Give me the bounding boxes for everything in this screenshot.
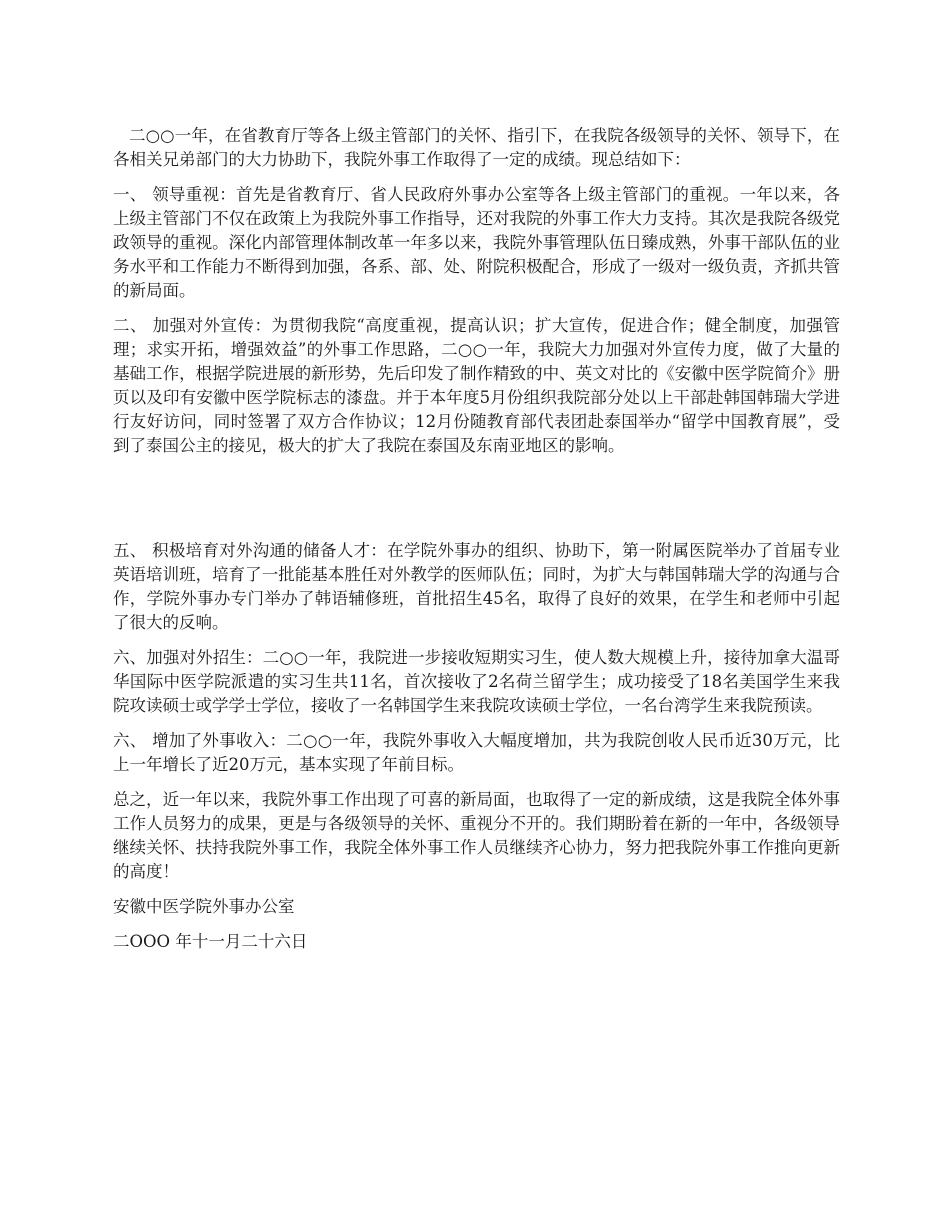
date-line: 二OOO 年十一月二十六日: [113, 932, 308, 951]
section-leadership-paragraph: 一、 领导重视：首先是省教育厅、省人民政府外事办公室等各上级主管部门的重视。一年以来，各上级主管部门不仅在政策上为我院外事工作指导，还对我院的外事工作大力支持。其次是我院各级党政领导的重视。深化内部管理体制改革一年多以来，我院外事管理队伍日臻成熟，外事干部队伍的业务水平和工作能力不断得到加强，各系、部、处、附院积极配合，形成了一级对一级负责，齐抓共管的新局面。: [113, 185, 840, 300]
section-income-paragraph: 六、 增加了外事收入：二○○一年，我院外事收入大幅度增加，共为我院创收人民币近30万元，比上一年增长了近20万元，基本实现了年前目标。: [113, 731, 840, 774]
section-publicity-paragraph: 二、 加强对外宣传：为贯彻我院“高度重视，提高认识；扩大宣传，促进合作；健全制度，加强管理；求实开拓，增强效益”的外事工作思路，二○○一年，我院大力加强对外宣传力度，做了大量的基础工作，根据学院进展的新形势，先后印发了制作精致的中、英文对比的《安徽中医学院简介》册页以及印有安徽中医学院标志的漆盘。并于本年度5月份组织我院部分处以上干部赴韩国韩瑞大学进行友好访问，同时签署了双方合作协议；12月份随教育部代表团赴泰国举办“留学中国教育展”，受到了泰国公主的接见，极大的扩大了我院在泰国及东南亚地区的影响。: [113, 316, 840, 455]
blank-gap: [113, 469, 840, 539]
section-enrollment-paragraph: 六、加强对外招生：二○○一年，我院进一步接收短期实习生，使人数大规模上升，接待加拿大温哥华国际中医学院派遣的实习生共11名，首次接收了2名荷兰留学生；成功接受了18名美国学生来我院攻读硕士或学学士学位，接收了一名韩国学生来我院攻读硕士学位，一名台湾学生来我院预读。: [113, 648, 840, 715]
signature-line: 安徽中医学院外事办公室: [113, 897, 295, 916]
document-body: [113, 124, 840, 965]
intro-paragraph: 二○○一年，在省教育厅等各上级主管部门的关怀、指引下，在我院各级领导的关怀、领导下，在各相关兄弟部门的大力协助下，我院外事工作取得了一定的成绩。现总结如下：: [113, 126, 840, 169]
conclusion-paragraph: 总之，近一年以来，我院外事工作出现了可喜的新局面，也取得了一定的新成绩，这是我院全体外事工作人员努力的成果，更是与各级领导的关怀、重视分不开的。我们期盼着在新的一年中，各级领导继续关怀、扶持我院外事工作，我院全体外事工作人员继续齐心协力，努力把我院外事工作推向更新的高度！: [113, 790, 840, 881]
section-talent-paragraph: 五、 积极培育对外沟通的储备人才：在学院外事办的组织、协助下，第一附属医院举办了首届专业英语培训班，培育了一批能基本胜任对外教学的医师队伍；同时，为扩大与韩国韩瑞大学的沟通与合作，学院外事办专门举办了韩语辅修班，首批招生45名，取得了良好的效果，在学生和老师中引起了很大的反响。: [113, 541, 840, 632]
